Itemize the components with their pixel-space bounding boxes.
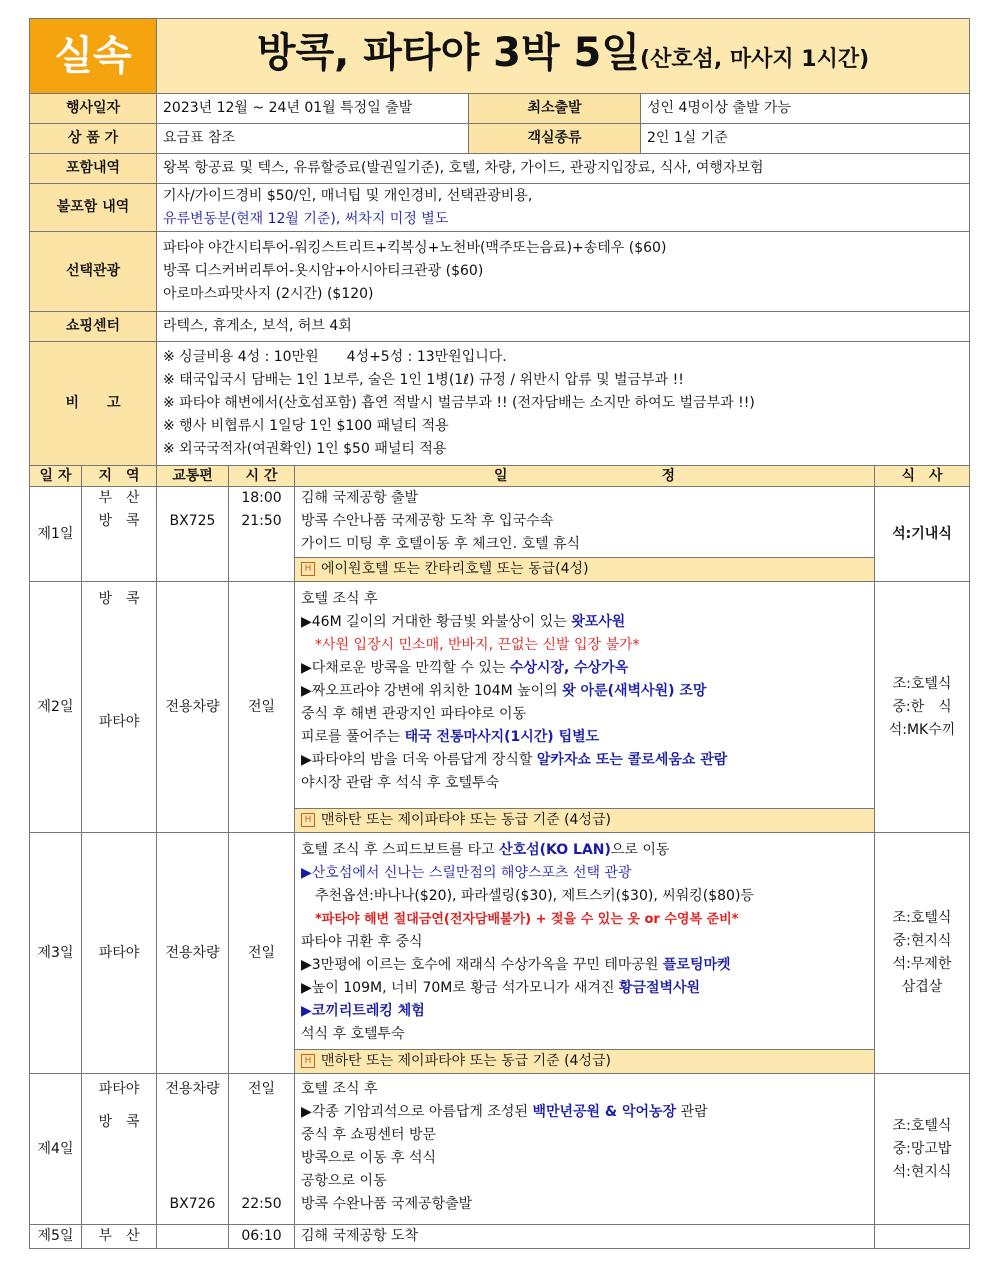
page-title xyxy=(157,19,970,94)
plan-line: 파타야 귀환 후 중식 xyxy=(301,934,423,950)
row-excluded xyxy=(30,184,970,232)
plan-text: 으로 이동 xyxy=(610,842,670,858)
day2-label: 제2일 xyxy=(30,582,82,833)
plan-line: ▶코끼리트레킹 체험 xyxy=(301,1003,425,1019)
col-day: 일 자 xyxy=(30,466,82,487)
meal-line: 삼겹살 xyxy=(901,979,943,995)
day5-time: 06:10 xyxy=(229,1225,295,1249)
day3-time: 전일 xyxy=(229,833,295,1074)
hotel-text: 에이원호텔 또는 칸타리호텔 또는 동급(4성) xyxy=(321,561,589,577)
day2-plan xyxy=(295,582,875,809)
plan-text: 피로를 풀어주는 xyxy=(301,729,405,745)
day1-hotel xyxy=(295,558,875,582)
plan-line: 방콕으로 이동 후 석식 xyxy=(301,1150,437,1166)
excluded-value xyxy=(157,184,970,232)
day3-meal xyxy=(875,833,970,1074)
row-price xyxy=(30,124,970,154)
col-transport: 교통편 xyxy=(157,466,229,487)
time-line: 18:00 xyxy=(241,490,282,506)
hotel-icon: H xyxy=(301,1054,315,1068)
day1-row xyxy=(30,487,970,558)
meal-line: 조:호텔식 xyxy=(892,1117,952,1134)
plan-line xyxy=(301,680,868,703)
day3-label: 제3일 xyxy=(30,833,82,1074)
day1-plan xyxy=(295,487,875,558)
min-value: 성인 4명이상 출발 가능 xyxy=(641,94,970,124)
shopping-value: 라텍스, 휴게소, 보석, 허브 4회 xyxy=(157,312,970,342)
transport-line: 전용차량 xyxy=(165,1081,220,1097)
notes-value xyxy=(157,342,970,466)
day4-row xyxy=(30,1074,970,1225)
plan-line: 석식 후 호텔투숙 xyxy=(301,1026,405,1042)
plan-text: ▶각종 기암괴석으로 아름답게 조성된 xyxy=(301,1104,533,1120)
plan-text: ▶46M 길이의 거대한 황금빛 와불상이 있는 xyxy=(301,614,572,630)
plan-text: ▶짜오프라야 강변에 위치한 104M 높이의 xyxy=(301,683,563,699)
note-line: ※ 태국입국시 담배는 1인 1보루, 술은 1인 1병(1ℓ) 규정 / 위반시 압류 및 벌금부과 !! xyxy=(163,372,684,388)
plan-line: 김해 국제공항 출발 xyxy=(301,490,419,506)
plan-line: 중식 후 해변 관광지인 파타야로 이동 xyxy=(301,706,527,722)
day4-time xyxy=(229,1074,295,1225)
highlight: 태국 전통마사지(1시간) 팁별도 xyxy=(404,729,600,745)
time-line: 22:50 xyxy=(241,1196,282,1212)
plan-line: 방콕 수완나품 국제공항출발 xyxy=(301,1196,473,1212)
room-label: 객실종류 xyxy=(469,124,641,154)
col-meal: 식 사 xyxy=(875,466,970,487)
day4-transport xyxy=(157,1074,229,1225)
itinerary-table xyxy=(29,18,970,1249)
region-line: 방 콕 xyxy=(98,591,140,607)
day4-label: 제4일 xyxy=(30,1074,82,1225)
region-line: 파타야 xyxy=(98,1081,140,1097)
plan-line: 방콕 수안나품 국제공항 도착 후 입국수속 xyxy=(301,513,554,529)
title-row xyxy=(30,19,970,94)
itinerary-sheet xyxy=(29,18,969,1249)
day5-label: 제5일 xyxy=(30,1225,82,1249)
plan-line: 공항으로 이동 xyxy=(301,1173,387,1189)
hotel-icon: H xyxy=(301,562,315,576)
col-time: 시 간 xyxy=(229,466,295,487)
title-sub: (산호섬, 마사지 1시간) xyxy=(640,46,870,72)
hotel-icon: H xyxy=(301,813,315,827)
excluded-label: 불포함 내역 xyxy=(30,184,157,232)
day1-region xyxy=(82,487,157,582)
day1-time xyxy=(229,487,295,582)
day5-plan: 김해 국제공항 도착 xyxy=(295,1225,875,1249)
plan-line: 중식 후 쇼핑센터 방문 xyxy=(301,1127,437,1143)
day2-meal xyxy=(875,582,970,833)
hotel-text: 맨하탄 또는 제이파타야 또는 동급 기준 (4성급) xyxy=(321,812,611,828)
included-value: 왕복 항공료 및 텍스, 유류할증료(발권일기준), 호텔, 차량, 가이드, 관광지입장료, 식사, 여행자보험 xyxy=(157,154,970,184)
min-label: 최소출발 xyxy=(469,94,641,124)
optional-line: 파타야 야간시티투어-워킹스트리트+킥복싱+노천바(맥주또는음료)+송테우 ($60) xyxy=(163,240,667,256)
optional-value xyxy=(157,232,970,312)
plan-line xyxy=(301,657,868,680)
day2-time: 전일 xyxy=(229,582,295,833)
excluded-line-1: 기사/가이드경비 $50/인, 매너팁 및 개인경비, 선택관광비용, xyxy=(163,187,533,204)
hotel-text: 맨하탄 또는 제이파타야 또는 동급 기준 (4성급) xyxy=(321,1053,611,1069)
plan-warning: *사원 입장시 민소매, 반바지, 끈없는 신발 입장 불가* xyxy=(315,637,640,653)
plan-line xyxy=(301,977,868,1000)
meal-line: 중:망고밥 xyxy=(892,1140,952,1157)
meal-line: 조:호텔식 xyxy=(892,675,952,692)
region-line: 부 산 xyxy=(98,490,140,506)
plan-warning: *파타야 해변 절대금연(전자담배불가) + 젖을 수 있는 옷 or 수영복 준비* xyxy=(315,912,739,927)
price-value: 요금표 참조 xyxy=(157,124,469,154)
shopping-label: 쇼핑센터 xyxy=(30,312,157,342)
note-line: ※ 싱글비용 4성 : 10만원 4성+5성 : 13만원입니다. xyxy=(163,349,507,365)
optional-line: 아로마스파맛사지 (2시간) ($120) xyxy=(163,286,374,302)
plan-line xyxy=(301,611,868,634)
plan-line xyxy=(301,954,868,977)
day2-region xyxy=(82,582,157,833)
highlight: 왓포사원 xyxy=(571,614,626,630)
region-line: 파타야 xyxy=(98,714,140,730)
day3-plan xyxy=(295,833,875,1050)
time-line: 21:50 xyxy=(241,513,282,529)
plan-line: 호텔 조식 후 xyxy=(301,1081,378,1097)
highlight: 플로팅마켓 xyxy=(662,957,731,973)
day3-row xyxy=(30,833,970,1050)
day2-row xyxy=(30,582,970,809)
included-label: 포함내역 xyxy=(30,154,157,184)
highlight: 백만년공원 & 악어농장 xyxy=(532,1104,677,1120)
plan-line xyxy=(301,726,868,749)
plan-line xyxy=(301,1101,868,1124)
price-label: 상 품 가 xyxy=(30,124,157,154)
plan-text: 관람 xyxy=(676,1104,708,1120)
day4-meal xyxy=(875,1074,970,1225)
schedule-header xyxy=(30,466,970,487)
highlight: 왓 아룬(새벽사원) 조망 xyxy=(562,683,707,699)
plan-text: ▶다채로운 방콕을 만끽할 수 있는 xyxy=(301,660,510,676)
region-line: 방 콕 xyxy=(98,513,140,529)
optional-line: 방콕 디스커버리투어-욧시암+아시아티크관광 ($60) xyxy=(163,263,484,279)
day1-transport: BX725 xyxy=(157,487,229,582)
note-line: ※ 행사 비협류시 1일당 1인 $100 패널티 적용 xyxy=(163,418,449,434)
plan-line: 가이드 미팅 후 호텔이동 후 체크인. 호텔 휴식 xyxy=(301,536,581,552)
highlight: 산호섬(KO LAN) xyxy=(499,842,611,858)
meal-line: 석:무제한 xyxy=(892,956,952,972)
note-line: ※ 외국국적자(여권확인) 1인 $50 패널티 적용 xyxy=(163,441,447,457)
meal-line: 석:현지식 xyxy=(892,1163,952,1180)
excluded-line-2: 유류변동분(현재 12월 기준), 써차지 미정 별도 xyxy=(163,210,449,227)
transport-line: BX726 xyxy=(169,1196,216,1212)
day3-region: 파타야 xyxy=(82,833,157,1074)
day2-hotel xyxy=(295,809,875,833)
room-value: 2인 1실 기준 xyxy=(641,124,970,154)
col-plan: 일 정 xyxy=(295,466,875,487)
plan-text: ▶높이 109M, 너비 70M로 황금 석가모니가 새겨진 xyxy=(301,980,619,996)
plan-line: ▶산호섬에서 신나는 스릴만점의 해양스포츠 선택 관광 xyxy=(301,865,632,881)
col-region: 지 역 xyxy=(82,466,157,487)
day5-transport xyxy=(157,1225,229,1249)
day4-region xyxy=(82,1074,157,1225)
day4-plan xyxy=(295,1074,875,1225)
plan-line xyxy=(301,839,868,862)
row-optional xyxy=(30,232,970,312)
day5-meal xyxy=(875,1225,970,1249)
region-line: 방 콕 xyxy=(98,1114,140,1130)
meal-line: 중:현지식 xyxy=(892,933,952,949)
plan-line: 야시장 관람 후 석식 후 호텔투숙 xyxy=(301,775,500,791)
title-main: 방콕, 파타야 3박 5일 xyxy=(256,29,641,76)
meal-line: 중:한 식 xyxy=(892,698,952,715)
meal-line: 석:MK수끼 xyxy=(888,721,956,738)
day1-label: 제1일 xyxy=(30,487,82,582)
day5-row xyxy=(30,1225,970,1249)
day2-transport: 전용차량 xyxy=(157,582,229,833)
highlight: 알카자쇼 또는 콜로세움쇼 관람 xyxy=(536,752,728,768)
row-shopping xyxy=(30,312,970,342)
meal-line: 조:호텔식 xyxy=(892,910,952,926)
row-notes xyxy=(30,342,970,466)
highlight: 황금절벽사원 xyxy=(618,980,701,996)
plan-line: 추천옵션:바나나($20), 파라셀링($30), 제트스키($30), 씨워킹($80)등 xyxy=(315,888,754,904)
plan-line: 호텔 조식 후 xyxy=(301,591,378,607)
date-label: 행사일자 xyxy=(30,94,157,124)
highlight: 수상시장, 수상가옥 xyxy=(509,660,629,676)
notes-label: 비 고 xyxy=(30,342,157,466)
day3-hotel xyxy=(295,1050,875,1074)
plan-text: ▶파타야의 밤을 더욱 아름답게 장식할 xyxy=(301,752,537,768)
row-date xyxy=(30,94,970,124)
day5-region: 부 산 xyxy=(82,1225,157,1249)
note-line: ※ 파타야 해변에서(산호섬포함) 흡연 적발시 벌금부과 !! (전자담배는 소지만 하여도 벌금부과 !!) xyxy=(163,395,755,411)
optional-label: 선택관광 xyxy=(30,232,157,312)
row-included xyxy=(30,154,970,184)
plan-text: ▶3만평에 이르는 호수에 재래식 수상가옥을 꾸민 테마공원 xyxy=(301,957,663,973)
product-badge: 실속 xyxy=(30,19,157,94)
plan-text: 호텔 조식 후 스피드보트를 타고 xyxy=(301,842,500,858)
date-value: 2023년 12월 ~ 24년 01월 특정일 출발 xyxy=(157,94,469,124)
plan-line xyxy=(301,749,868,772)
time-line: 전일 xyxy=(247,1081,276,1097)
day3-transport: 전용차량 xyxy=(157,833,229,1074)
day1-meal: 석:기내식 xyxy=(875,487,970,582)
